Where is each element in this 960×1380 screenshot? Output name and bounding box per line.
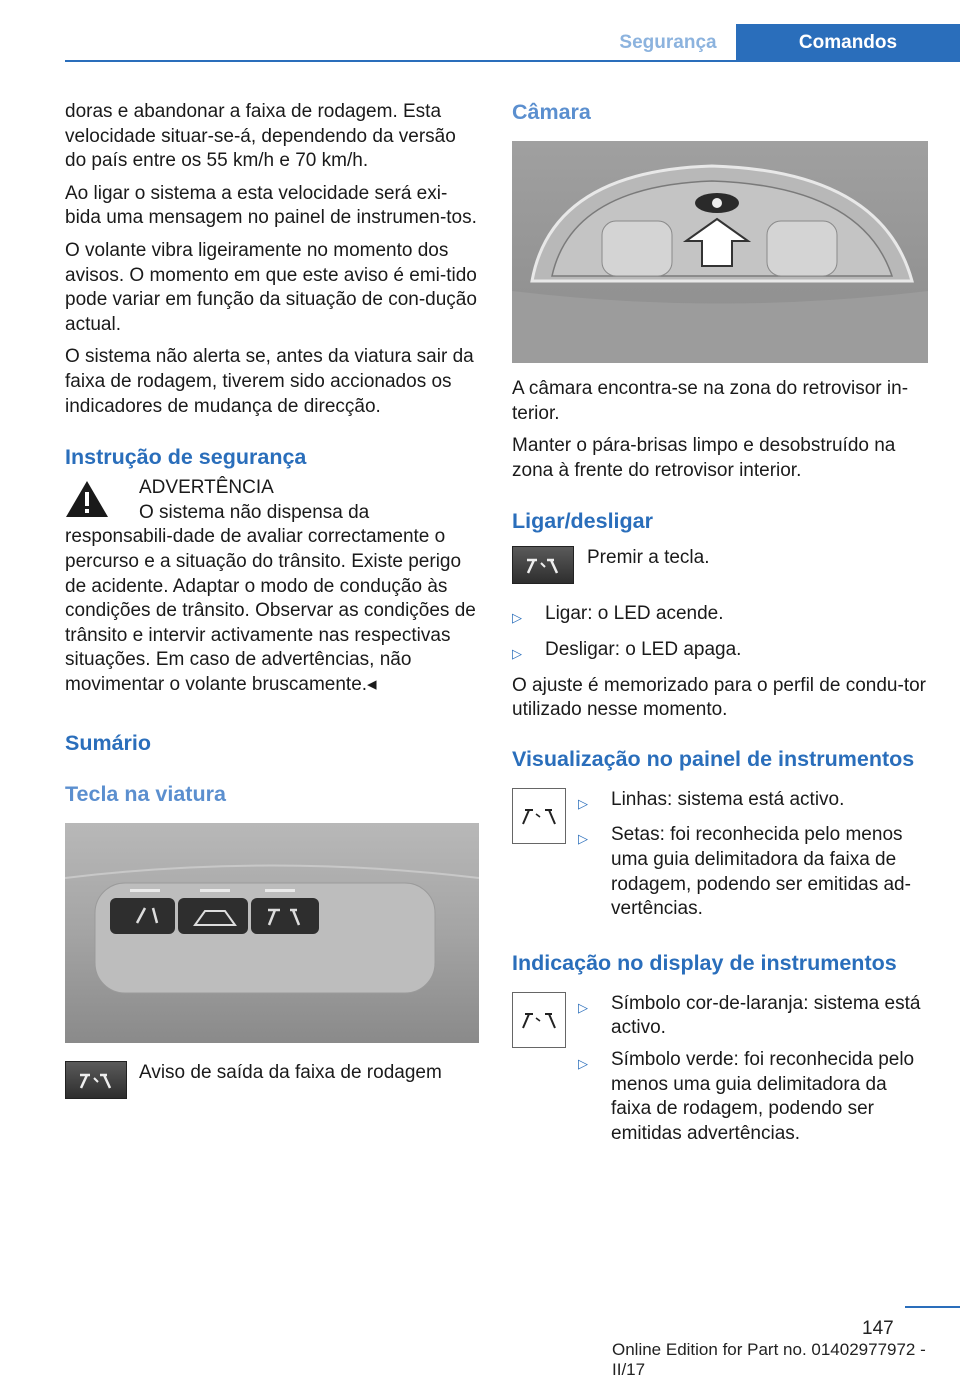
- header-tab-seguranca[interactable]: Segurança: [619, 32, 717, 53]
- triangle-right-icon: ▷: [512, 645, 522, 661]
- key-caption-row: [65, 1061, 479, 1099]
- header-rule: [65, 60, 960, 62]
- onoff-note: O ajuste é memorizado para o perfil de condu-tor utilizado nesse momento.: [512, 674, 926, 721]
- lane-lines-display-icon: [512, 788, 566, 844]
- lane-departure-key-icon[interactable]: [512, 546, 574, 584]
- list-item: ▷ Setas: foi reconhecida pelo menos uma guia delimitadora da faixa de rodagem, podendo ser emitidas ad-vertências.: [578, 823, 928, 921]
- panel-row: [512, 788, 928, 929]
- triangle-right-icon: ▷: [578, 1055, 588, 1071]
- camera-text-1: A câmara encontra-se na zona do retrovisor in-terior.: [512, 378, 909, 424]
- display-heading: Indicação no display de instrumentos: [512, 950, 897, 975]
- list-item: ▷ Símbolo verde: foi reconhecida pelo menos uma guia delimitadora da faixa de rodagem, podendo ser emitidas advertências.: [578, 1048, 928, 1146]
- triangle-right-icon: ▷: [578, 831, 588, 847]
- panel-list: [578, 788, 928, 929]
- camera-text-2: Manter o pára-brisas limpo e desobstruído na zona à frente do retrovisor interior.: [512, 435, 896, 481]
- key-caption: Aviso de saída da faixa de rodagem: [139, 1062, 442, 1084]
- paragraph: O sistema não alerta se, antes da viatura sair da faixa de rodagem, tiverem sido accionados os indicadores de mudança de direcção.: [65, 346, 474, 417]
- right-column: [512, 100, 928, 1153]
- triangle-right-icon: ▷: [512, 610, 522, 626]
- summary-heading: Sumário: [65, 731, 152, 756]
- warning-triangle-icon: [65, 480, 109, 518]
- edition-note: Online Edition for Part no. 01402977972 - II/17: [612, 1340, 926, 1379]
- header-tab-comandos[interactable]: Comandos: [736, 24, 960, 62]
- paragraph: O volante vibra ligeiramente no momento dos avisos. O momento em que este aviso é emi-tido pode variar em função da situação de con-dução actual.: [65, 239, 477, 335]
- left-column: [65, 100, 479, 1099]
- list-item: ▷ Desligar: o LED apaga.: [512, 638, 928, 667]
- camera-photo: [512, 141, 928, 363]
- list-item: ▷ Símbolo cor-de-laranja: sistema está activo.: [578, 992, 928, 1041]
- lane-departure-icon: [76, 1070, 116, 1090]
- paragraph: Ao ligar o sistema a esta velocidade será exi-bida uma mensagem no painel de instrumen-tos.: [65, 182, 477, 229]
- onoff-row: [512, 546, 928, 584]
- triangle-right-icon: ▷: [578, 999, 588, 1015]
- lane-lines-icon: [519, 804, 559, 828]
- display-row: [512, 992, 928, 1154]
- onoff-text: Premir a tecla.: [587, 547, 710, 569]
- list-item: ▷ Ligar: o LED acende.: [512, 602, 928, 631]
- paragraph: doras e abandonar a faixa de rodagem. Esta velocidade situar-se-á, dependendo da versão do país entre os 55 km/h e 70 km/h.: [65, 101, 456, 172]
- lane-lines-display-icon: [512, 992, 566, 1048]
- panel-heading: Visualização no painel de instrumentos: [512, 746, 915, 771]
- vehicle-buttons-photo: [65, 823, 479, 1043]
- triangle-right-icon: ▷: [578, 795, 588, 811]
- warning-body: O sistema não dispensa da responsabili-dade de avaliar correctamente o percurso e a situação do trânsito. Existe perigo de acidente. Adaptar o modo de condução às condições de trânsito. Observar as condições de trânsito e intervir activamente nas respectivas situações. Em caso de advertências, não movimentar o volante bruscamente.◂: [65, 501, 476, 695]
- page-number: 147: [862, 1318, 894, 1339]
- footer-rule: [905, 1306, 960, 1308]
- safety-heading: Instrução de segurança: [65, 445, 307, 470]
- warning-block: [65, 476, 479, 697]
- list-item: ▷ Linhas: sistema está activo.: [578, 788, 928, 817]
- lane-departure-key-icon: [65, 1061, 127, 1099]
- lane-lines-icon: [519, 1008, 559, 1032]
- key-heading: Tecla na viatura: [65, 782, 226, 807]
- lane-departure-icon: [523, 555, 563, 575]
- onoff-heading: Ligar/desligar: [512, 509, 653, 534]
- display-list: [578, 992, 928, 1154]
- camera-heading: Câmara: [512, 100, 591, 124]
- warning-title: ADVERTÊNCIA: [139, 477, 274, 499]
